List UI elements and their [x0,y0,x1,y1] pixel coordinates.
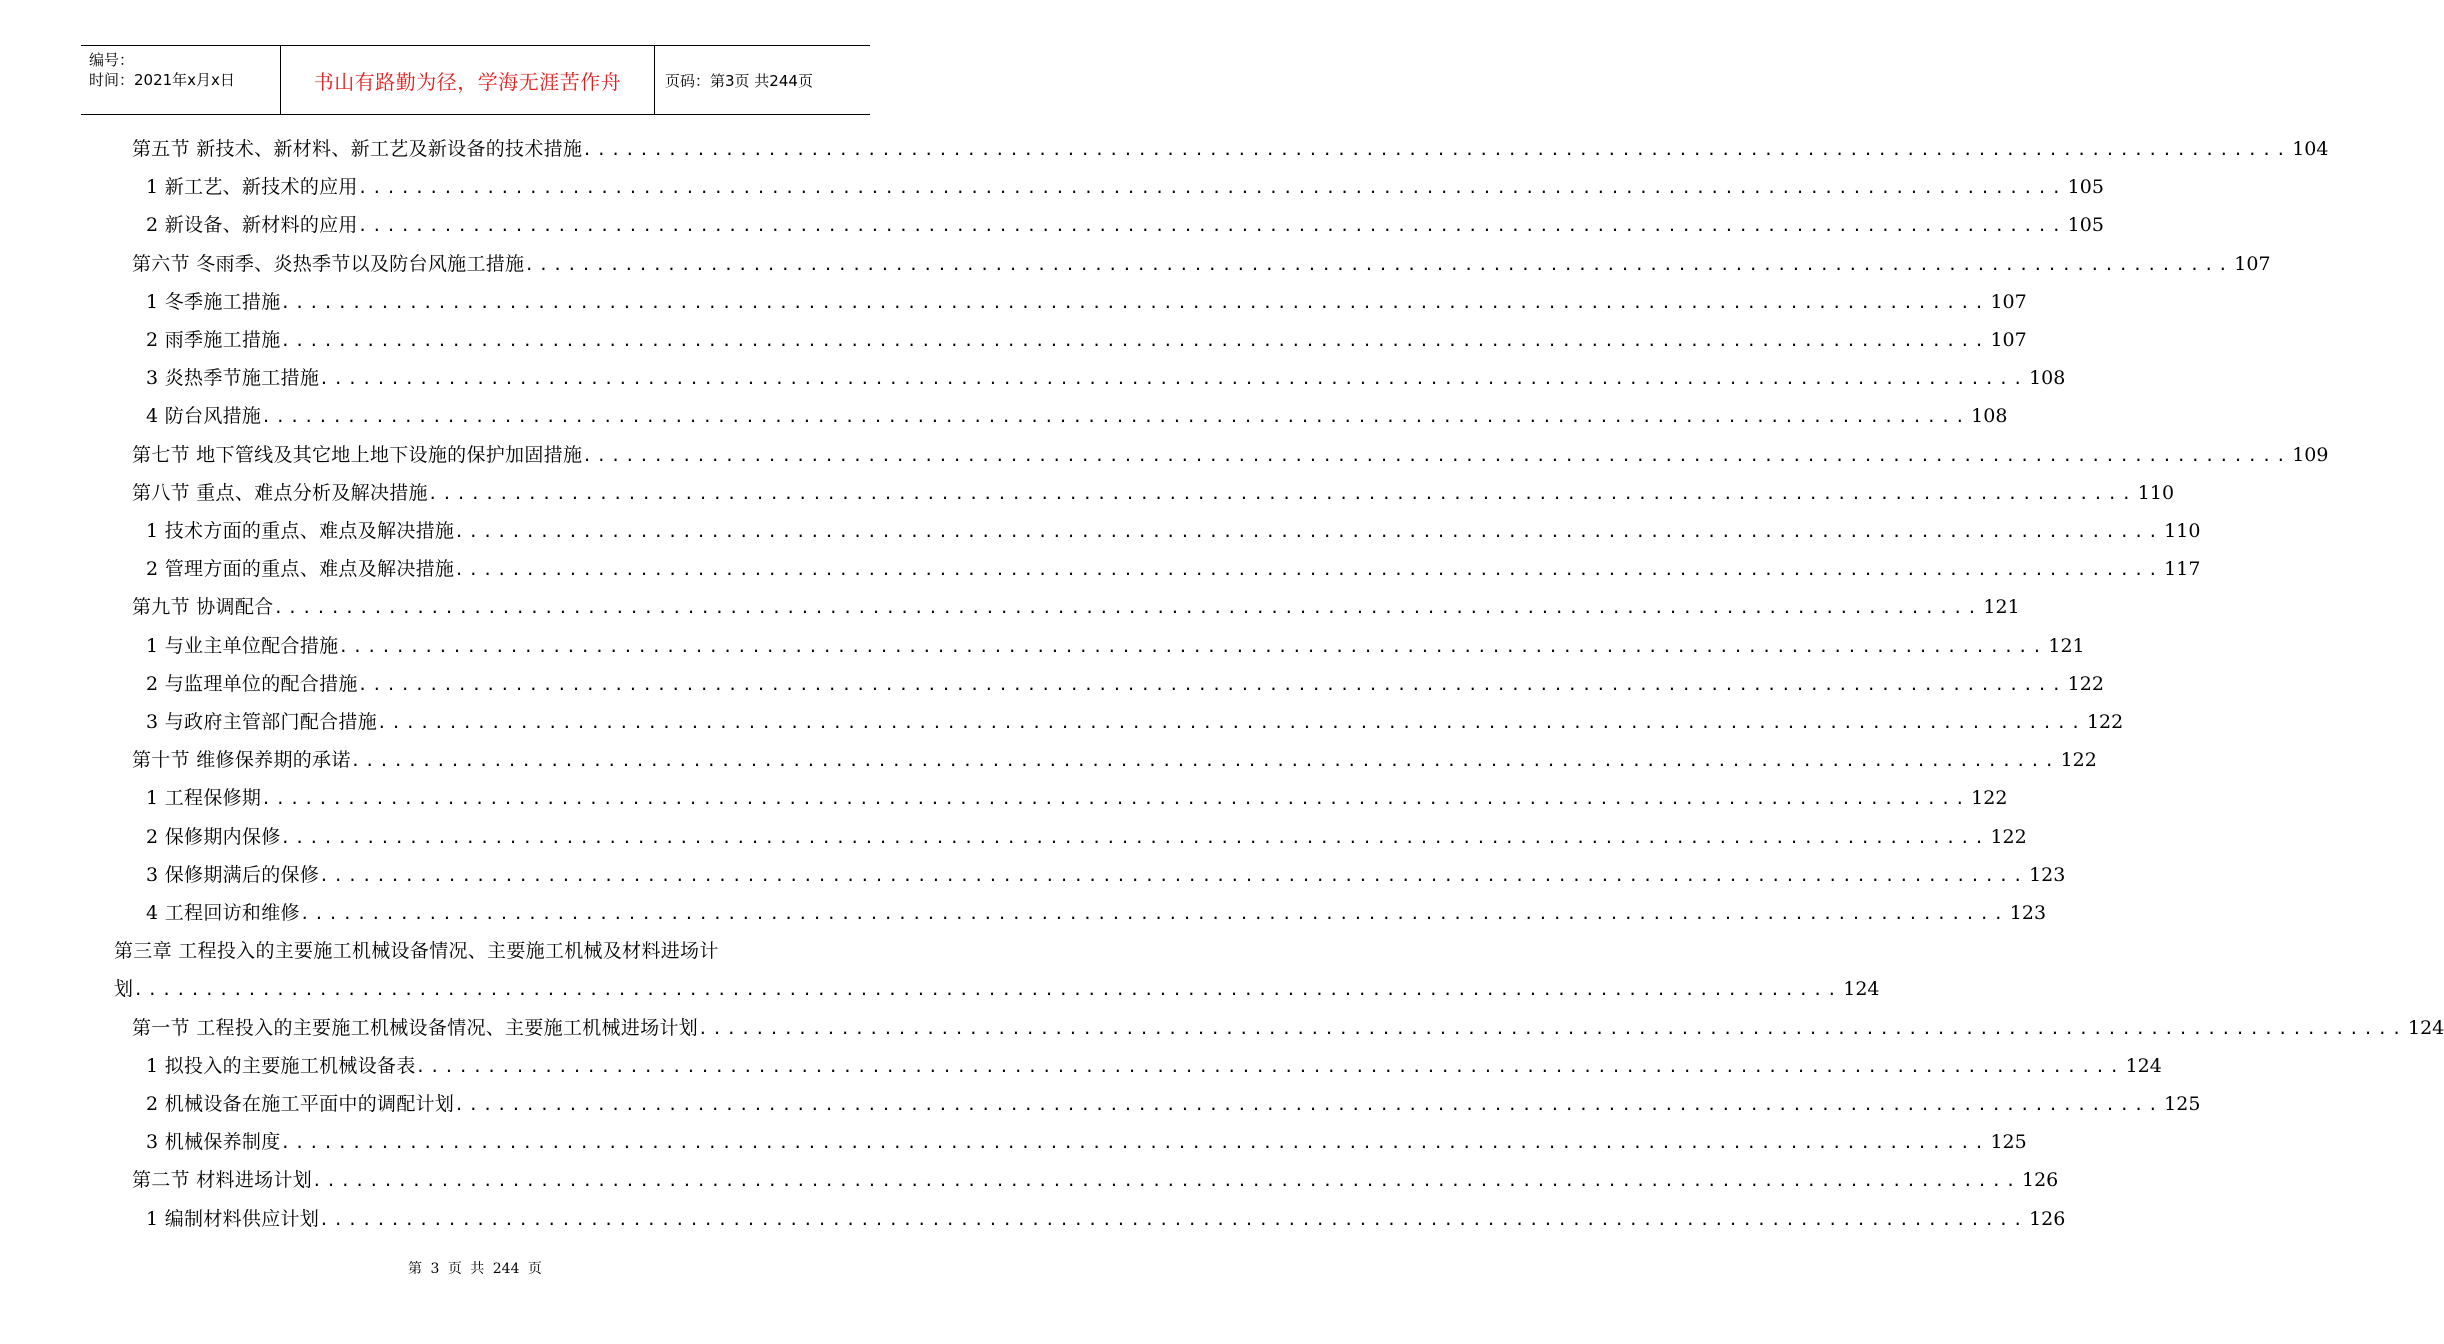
toc-entry-title: 4 工程回访和维修 [146,902,300,924]
toc-dot-leader: ........................................................................................................................ [350,751,2059,770]
toc-dot-leader: ........................................................................................................................ [261,789,1970,808]
toc-subsection-entry[interactable] [146,669,2104,699]
toc-entry-title: 第二节 材料进场计划 [132,1169,313,1191]
toc-subsection-entry[interactable] [146,1051,2162,1081]
toc-entry-page: 121 [1983,596,2020,618]
toc-entry-page: 126 [2021,1169,2059,1191]
toc-subsection-entry[interactable] [146,707,2124,737]
toc-entry-page: 108 [1971,405,2008,427]
toc-entry-page: 117 [2164,558,2201,580]
toc-entry-page: 122 [2067,673,2104,695]
toc-subsection-entry[interactable] [146,363,2066,393]
toc-entry-title: 1 新工艺、新技术的应用 [146,176,358,198]
toc-subsection-entry[interactable] [146,1089,2201,1119]
toc-subsection-entry[interactable] [146,631,2085,661]
toc-entry-title: 2 管理方面的重点、难点及解决措施 [146,558,455,580]
toc-entry-page: 104 [2292,138,2329,160]
toc-entry-title: 1 工程保修期 [146,787,262,809]
toc-entry-title: 3 机械保养制度 [146,1131,281,1153]
toc-entry-page: 122 [2086,711,2124,733]
toc-dot-leader: ........................................................................................................................ [133,980,1842,999]
toc-dot-leader: ........................................................................................................................ [261,407,1970,426]
toc-dot-leader: ........................................................................................................................ [357,675,2066,694]
toc-dot-leader: ........................................................................................................................ [299,904,2008,923]
toc-dot-leader: ........................................................................................................................ [280,331,1989,350]
toc-section-entry[interactable] [132,249,2271,279]
toc-entry-page: 108 [2029,367,2066,389]
header-meta [81,46,281,114]
toc-entry-page: 105 [2067,214,2104,236]
toc-entry-title: 1 冬季施工措施 [146,291,281,313]
toc-subsection-entry[interactable] [146,822,2027,852]
toc-subsection-entry[interactable] [146,325,2027,355]
toc-entry-title: 2 与监理单位的配合措施 [146,673,358,695]
toc-dot-leader: ........................................................................................................................ [582,140,2291,159]
toc-section-entry[interactable] [132,440,2329,470]
toc-subsection-entry[interactable] [146,1127,2027,1157]
toc-entry-page: 123 [2029,864,2066,886]
toc-entry-title: 第七节 地下管线及其它地上地下设施的保护加固措施 [132,444,583,466]
toc-dot-leader: ........................................................................................................................ [582,446,2291,465]
toc-dot-leader: ........................................................................................................................ [338,637,2047,656]
toc-entry-title: 第一节 工程投入的主要施工机械设备情况、主要施工机械进场计划 [132,1017,699,1039]
toc-entry-title: 3 炎热季节施工措施 [146,367,320,389]
toc-entry-title: 第五节 新技术、新材料、新工艺及新设备的技术措施 [132,138,583,160]
toc-entry-page: 126 [2029,1208,2066,1230]
toc-entry-page: 125 [2164,1093,2201,1115]
toc-section-entry[interactable] [132,592,2020,622]
toc-dot-leader: ........................................................................................................................ [454,522,2163,541]
toc-subsection-entry[interactable] [146,860,2066,890]
page-header [81,45,870,115]
toc-chapter-entry[interactable] [114,974,1880,1004]
toc-entry-title: 2 机械设备在施工平面中的调配计划 [146,1093,455,1115]
toc-dot-leader: ........................................................................................................................ [319,369,2028,388]
toc-subsection-entry[interactable] [146,516,2201,546]
toc-subsection-entry[interactable] [146,1204,2066,1234]
toc-entry-title: 1 拟投入的主要施工机械设备表 [146,1055,416,1077]
toc-dot-leader: ........................................................................................................................ [698,1019,2406,1038]
toc-subsection-entry[interactable] [146,783,2008,813]
toc-entry-page: 121 [2048,635,2085,657]
toc-dot-leader: ........................................................................................................................ [280,293,1989,312]
document-number-label: 编号： [89,51,135,69]
toc-entry-page: 124 [2407,1017,2444,1039]
toc-entry-page: 107 [1990,291,2027,313]
toc-subsection-entry[interactable] [146,210,2104,240]
toc-entry-title: 第十节 维修保养期的承诺 [132,749,351,771]
toc-entry-title: 1 编制材料供应计划 [146,1208,320,1230]
toc-entry-page: 122 [2060,749,2097,771]
page-footer: 第 3 页 共 244 页 [408,1261,542,1277]
toc-entry-title: 2 保修期内保修 [146,826,281,848]
toc-entry-title: 第九节 协调配合 [132,596,274,618]
toc-section-entry[interactable] [132,478,2175,508]
toc-entry-page: 107 [1990,329,2027,351]
toc-section-entry[interactable] [132,745,2097,775]
header-motto: 书山有路勤为径，学海无涯苦作舟 [281,46,655,114]
toc-chapter-entry[interactable] [114,936,837,966]
toc-entry-page: 125 [1990,1131,2027,1153]
toc-entry-page: 124 [1843,978,1880,1000]
toc-dot-leader: ........................................................................................................................ [273,598,1982,617]
toc-entry-page: 107 [2234,253,2271,275]
toc-entry-title: 划 [114,978,134,1000]
toc-entry-page: 123 [2009,902,2047,924]
toc-section-entry[interactable] [132,1013,2444,1043]
toc-dot-leader: ........................................................................................................................ [415,1057,2124,1076]
toc-dot-leader: ........................................................................................................................ [454,560,2163,579]
toc-entry-page: 122 [1990,826,2027,848]
header-page-info: 页码：第3页 共244页 [665,71,813,90]
toc-subsection-entry[interactable] [146,554,2201,584]
toc-dot-leader: ........................................................................................................................ [524,255,2233,274]
toc-entry-title: 2 新设备、新材料的应用 [146,214,358,236]
toc-entry-title: 第八节 重点、难点分析及解决措施 [132,482,428,504]
toc-dot-leader: ........................................................................................................................ [357,178,2066,197]
toc-subsection-entry[interactable] [146,172,2104,202]
toc-entry-title: 2 雨季施工措施 [146,329,281,351]
toc-dot-leader: ........................................................................................................................ [427,484,2136,503]
toc-dot-leader: ........................................................................................................................ [454,1095,2163,1114]
toc-dot-leader: ........................................................................................................................ [280,1133,1989,1152]
toc-entry-title: 1 技术方面的重点、难点及解决措施 [146,520,455,542]
toc-dot-leader: ........................................................................................................................ [377,713,2085,732]
toc-entry-page: 109 [2292,444,2329,466]
toc-dot-leader: ........................................................................................................................ [280,828,1989,847]
toc-dot-leader: ........................................................................................................................ [312,1171,2020,1190]
toc-section-entry[interactable] [132,134,2329,164]
toc-entry-title: 第六节 冬雨季、炎热季节以及防台风施工措施 [132,253,525,275]
toc-section-entry[interactable] [132,1165,2059,1195]
toc-entry-title: 3 保修期满后的保修 [146,864,320,886]
toc-entry-title: 1 与业主单位配合措施 [146,635,339,657]
toc-entry-title: 3 与政府主管部门配合措施 [146,711,378,733]
toc-dot-leader: ........................................................................................................................ [357,216,2066,235]
toc-entry-title: 4 防台风措施 [146,405,262,427]
toc-dot-leader: ........................................................................................................................ [319,1210,2028,1229]
toc-entry-page: 110 [2137,482,2175,504]
toc-subsection-entry[interactable] [146,898,2047,928]
toc-dot-leader: ........................................................................................................................ [319,866,2028,885]
toc-subsection-entry[interactable] [146,287,2027,317]
toc-entry-page: 124 [2125,1055,2162,1077]
document-time-label: 时间：2021年x月x日 [89,71,235,89]
toc-subsection-entry[interactable] [146,401,2008,431]
toc-entry-page: 122 [1971,787,2008,809]
toc-entry-page: 110 [2164,520,2201,542]
toc-entry-page: 105 [2067,176,2104,198]
toc-entry-title: 第三章 工程投入的主要施工机械设备情况、主要施工机械及材料进场计 [114,940,719,962]
